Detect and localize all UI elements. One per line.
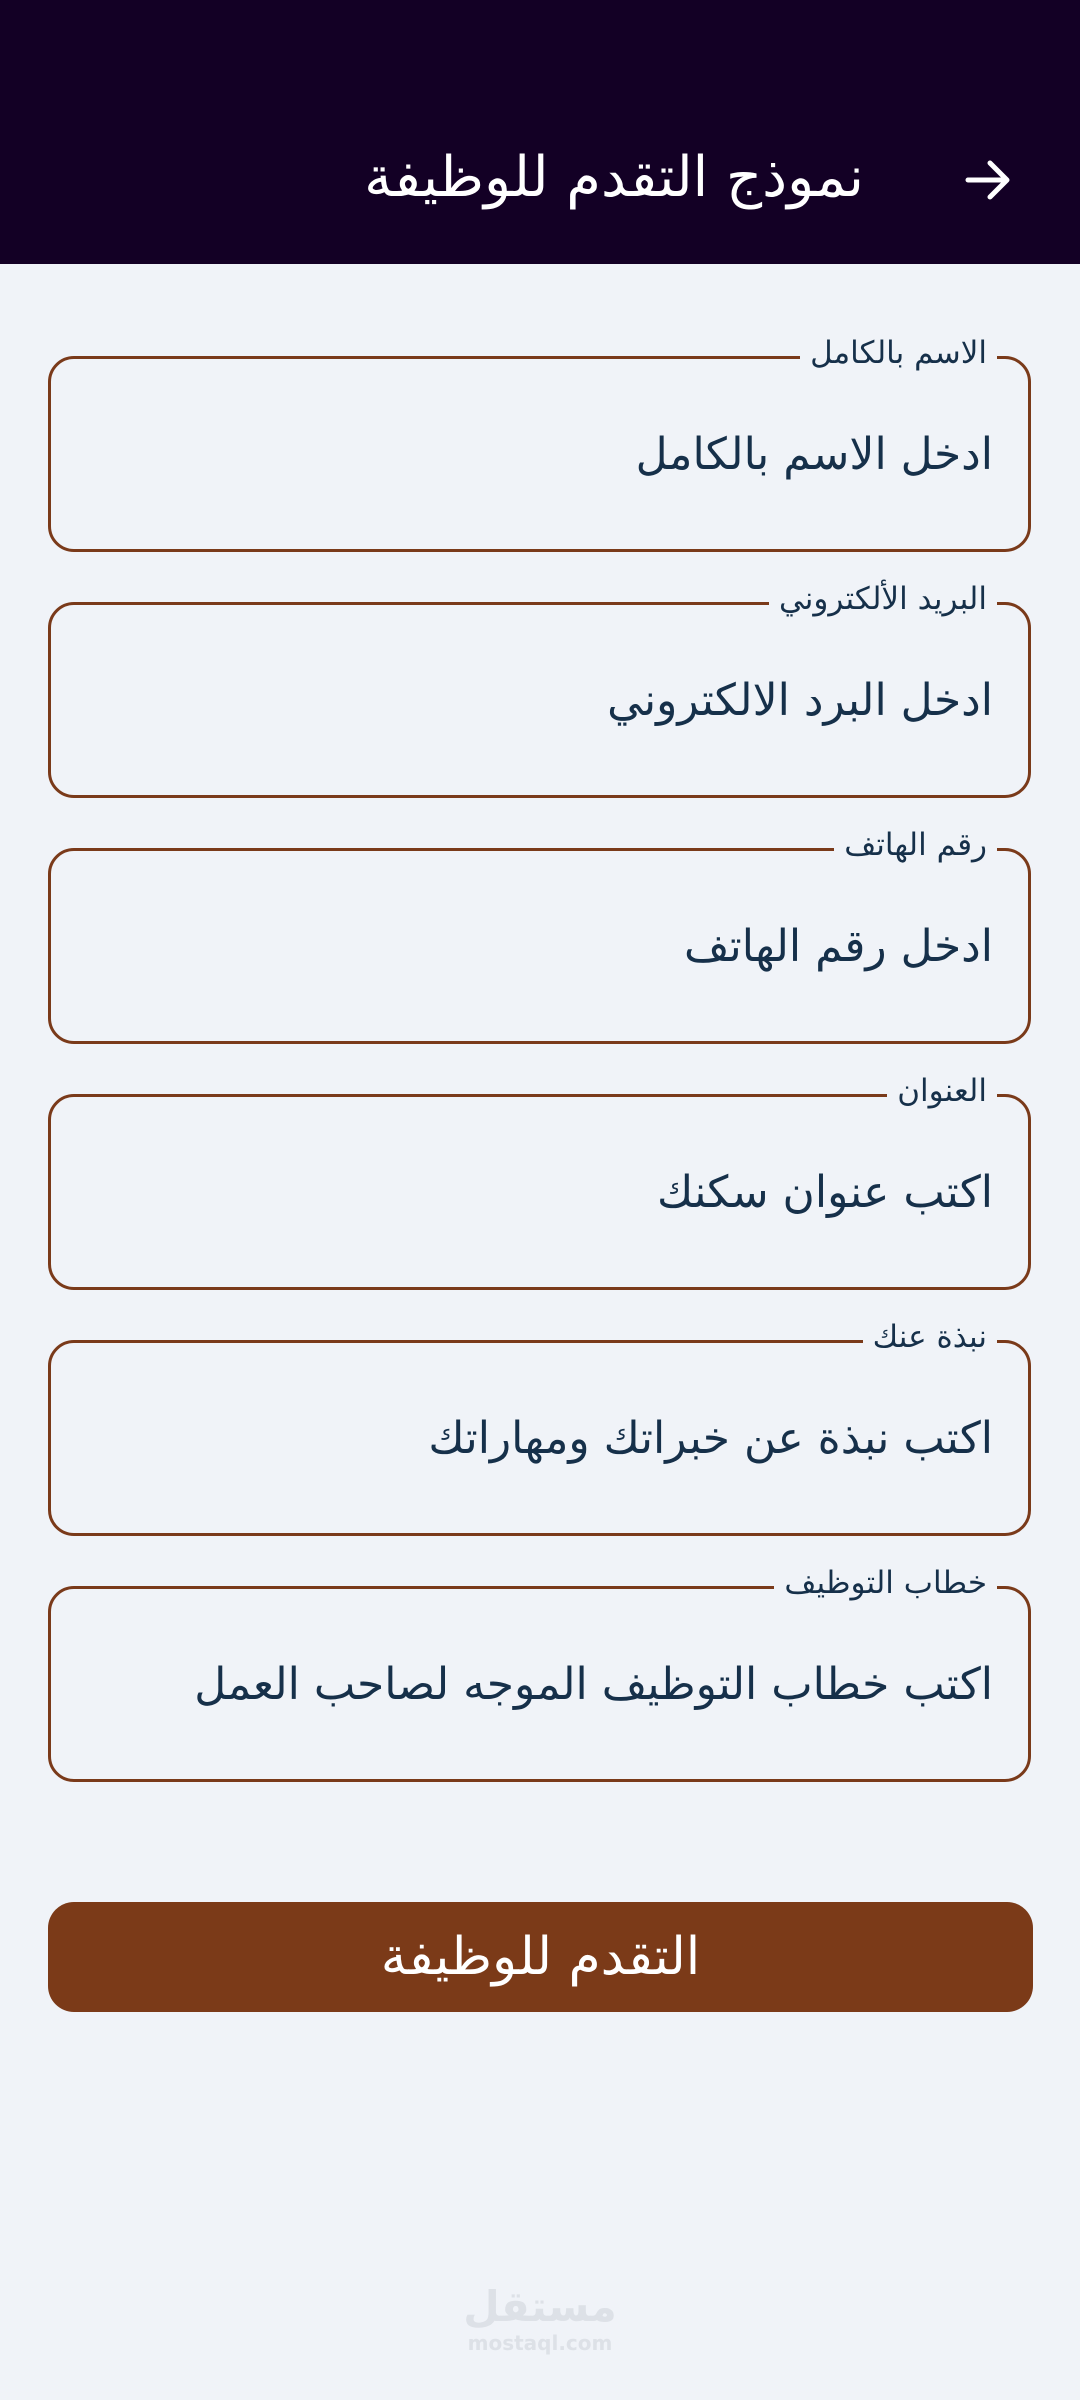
about-label: نبذة عنك [863,1314,997,1360]
full-name-field [48,335,1031,552]
email-field [48,581,1031,798]
cover-letter-input[interactable] [68,1636,993,1732]
page-title: نموذج التقدم للوظيفة [364,145,864,210]
full-name-label: الاسم بالكامل [800,330,997,376]
apply-button[interactable]: التقدم للوظيفة [48,1902,1033,2012]
watermark-logo: مستقل [463,2282,617,2331]
phone-label: رقم الهاتف [834,822,997,868]
cover-letter-label: خطاب التوظيف [774,1560,997,1606]
about-field [48,1319,1031,1536]
email-input[interactable] [68,652,993,748]
watermark [0,2284,1080,2356]
cover-letter-field [48,1565,1031,1782]
about-input[interactable] [68,1390,993,1486]
full-name-input[interactable] [68,406,993,502]
address-field [48,1073,1031,1290]
app-bar [0,0,1080,264]
phone-field [48,827,1031,1044]
email-label: البريد الألكتروني [769,576,997,622]
watermark-url: mostaql.com [467,2331,613,2355]
address-label: العنوان [887,1068,997,1114]
arrow-right-icon[interactable] [958,150,1018,210]
address-input[interactable] [68,1144,993,1240]
phone-input[interactable] [68,898,993,994]
